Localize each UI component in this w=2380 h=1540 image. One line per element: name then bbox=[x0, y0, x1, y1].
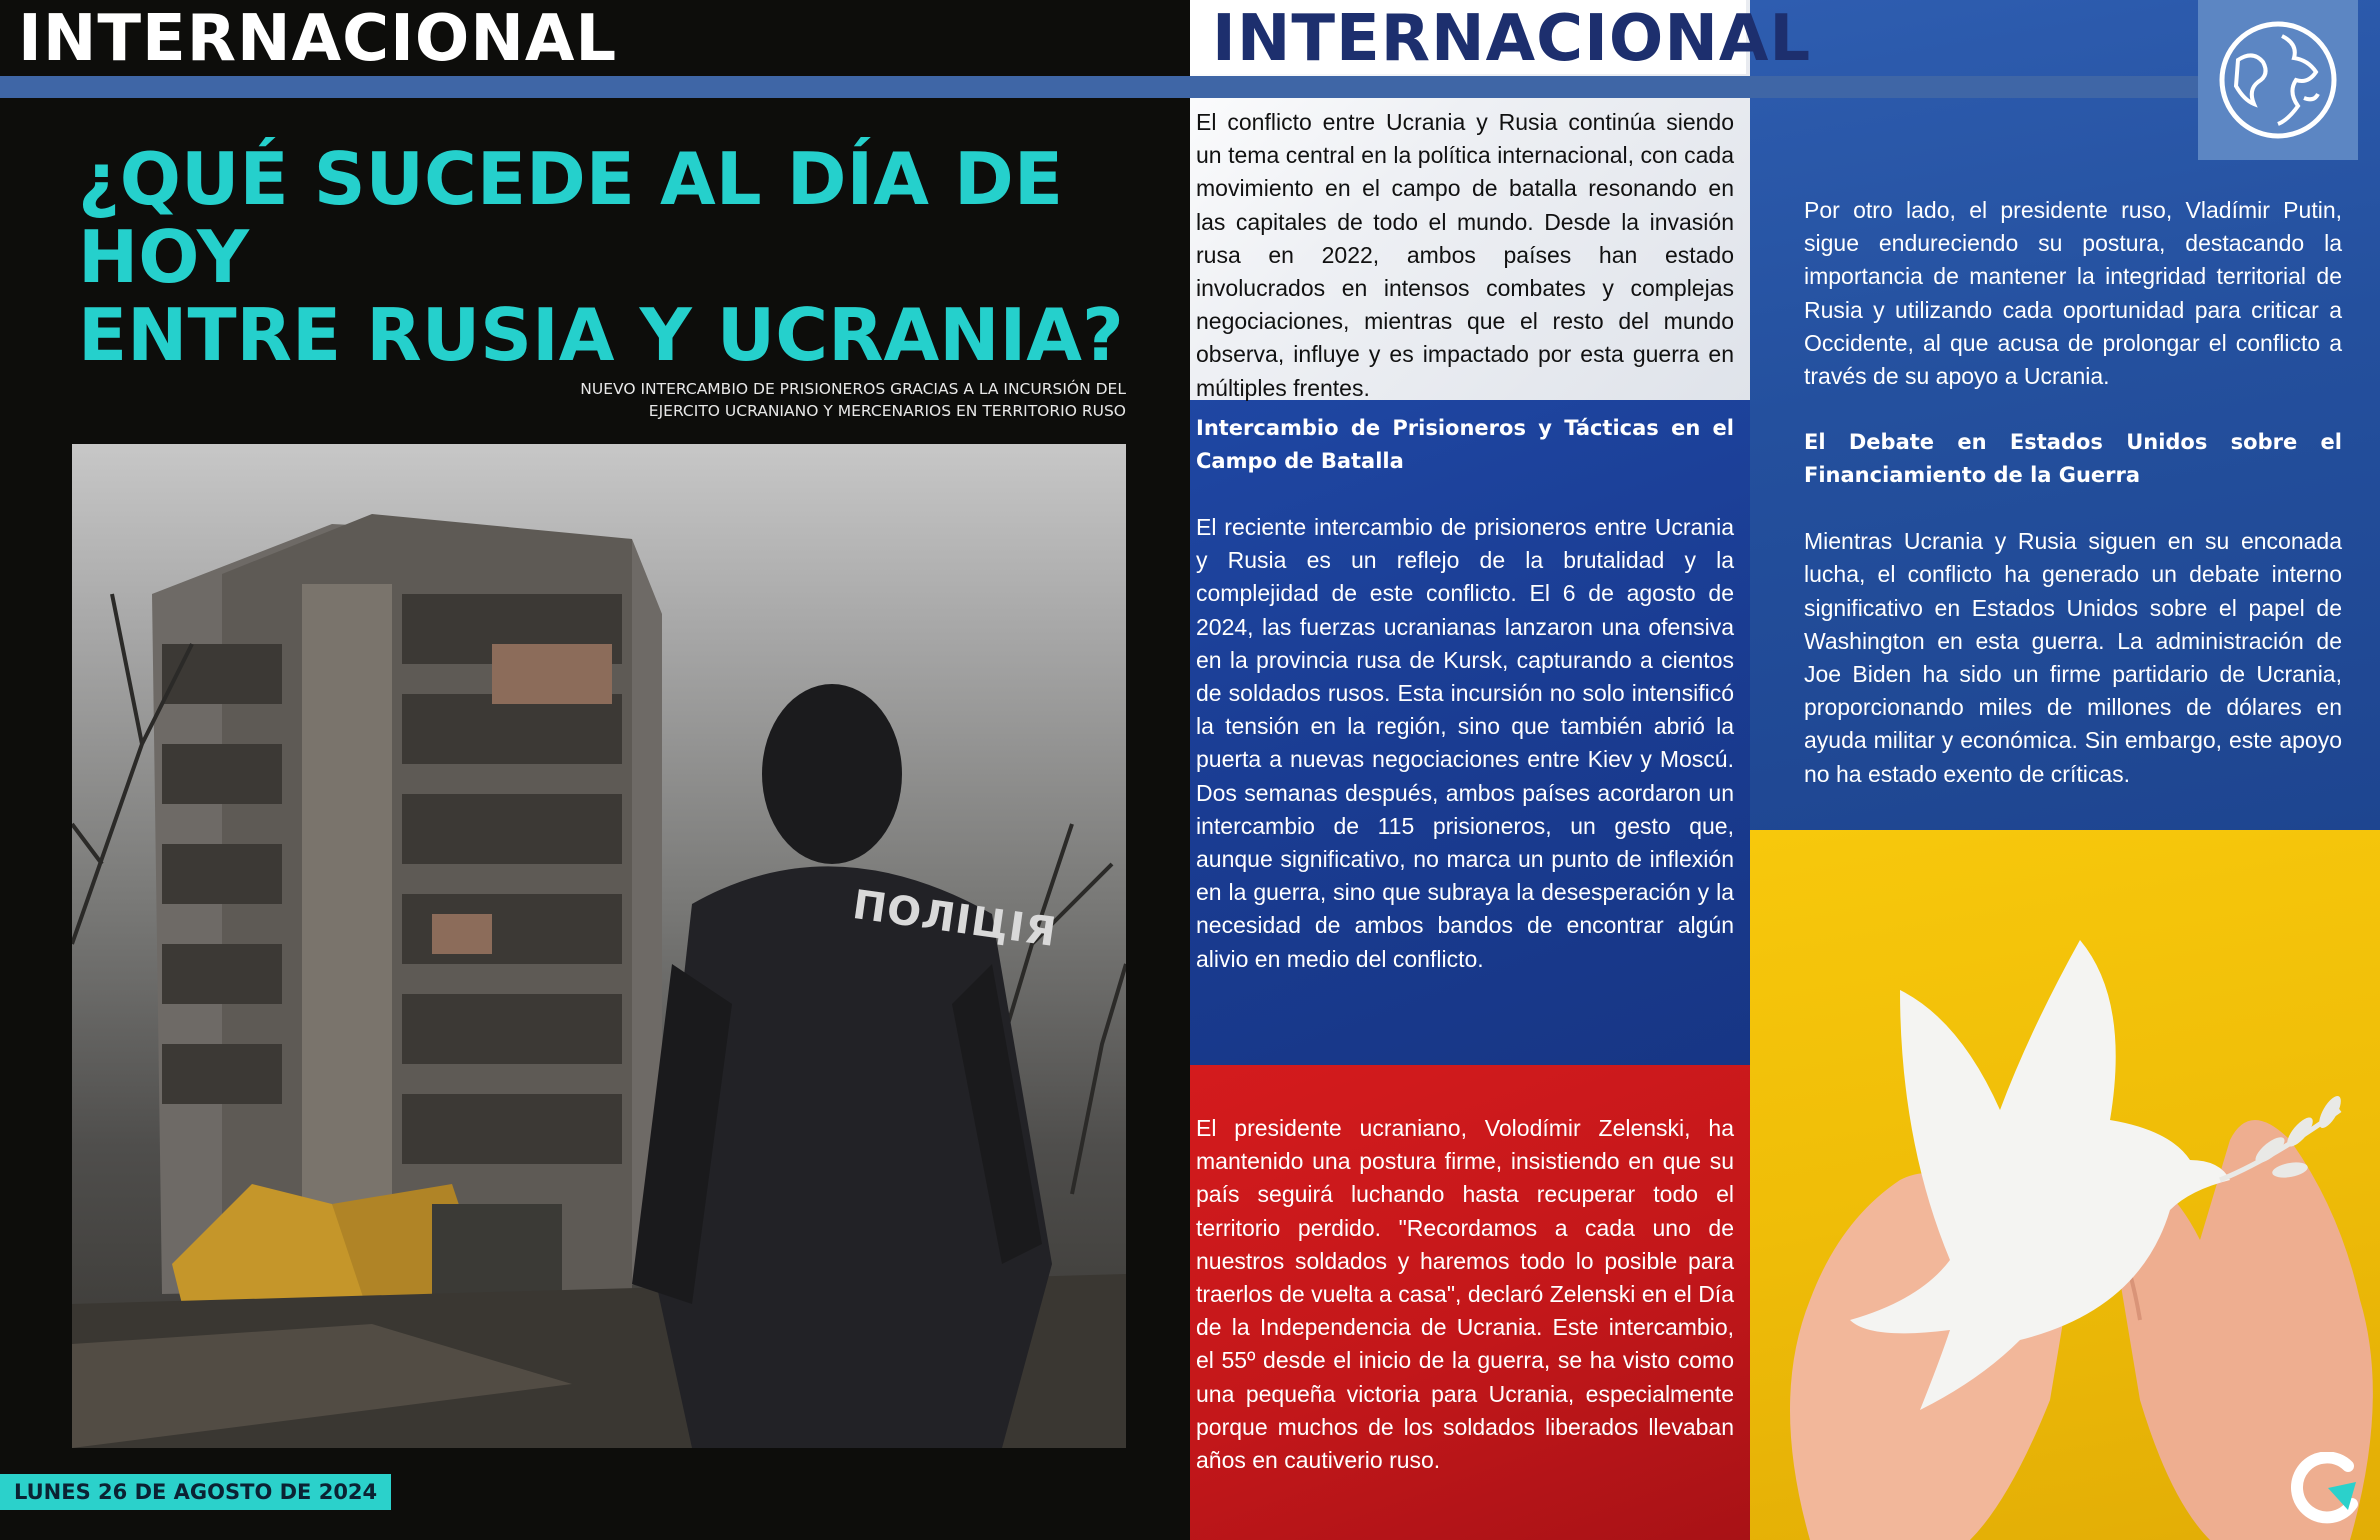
header-band-left bbox=[0, 76, 1190, 98]
zelenski-column bbox=[1196, 1112, 1734, 1510]
header-band-right bbox=[1190, 76, 2200, 98]
brand-logo bbox=[2290, 1452, 2362, 1529]
exchange-paragraph: El reciente intercambio de prisioneros entre Ucrania y Rusia es un reflejo de la brutalidad y la complejidad de este conflicto. El 6 de agosto de 2024, las fuerzas ucranianas lanzaron una ofensiva en la provincia rusa de Kursk, capturando a cientos de soldados rusos. Esta incursión no solo intensificó la tensión en la región, sino que también abrió la puerta a nuevas negociaciones entre Kiev y Moscú. Dos semanas después, ambos países acordaron un intercambio de 115 prisioneros, un gesto que, aunque significativo, no marca un punto de inflexión en la guerra, sino que subraya la desesperación y la necesidad de ambos bandos de encontrar algún alivio en medio del conflicto. bbox=[1196, 514, 1734, 972]
headline-line-2: ENTRE RUSIA Y UCRANIA? bbox=[78, 293, 1124, 377]
zelenski-paragraph: El presidente ucraniano, Volodímir Zelenski, ha mantenido una postura firme, insistiendo en que su país seguirá luchando hasta recuperar todo el territorio perdido. "Recordamos a cada uno de nuestros soldados y haremos todo lo posible para traerlos de vuelta a casa", declaró Zelenski en el Día de la Independencia de Ucrania. Este intercambio, el 55º desde el inicio de la guerra, se ha visto como una pequeña victoria para Ucrania, especialmente porque muchos de los soldados liberados llevaban años en cautiverio ruso. bbox=[1196, 1115, 1734, 1474]
intro-paragraph: El conflicto entre Ucrania y Rusia continúa siendo un tema central en la política internacional, con cada movimiento en el campo de batalla resonando en las capitales de todo el mundo. Desde la invasión rusa en 2022, ambos países han estado involucrados en intensos combates y complejas negociaciones, mientras que el resto del mundo observa, influye y es impactado por esta guerra en múltiples frentes. bbox=[1196, 109, 1734, 401]
globe-box bbox=[2198, 0, 2358, 160]
caption-line-1: NUEVO INTERCAMBIO DE PRISIONEROS GRACIAS A LA INCURSIÓN DEL bbox=[580, 380, 1126, 398]
hands-with-dove-illustration bbox=[1750, 880, 2380, 1540]
subheading-usa-debate: El Debate en Estados Unidos sobre el Financiamiento de la Guerra bbox=[1804, 430, 2342, 488]
date-badge: LUNES 26 DE AGOSTO DE 2024 bbox=[0, 1474, 391, 1510]
usa-paragraph: Mientras Ucrania y Rusia siguen en su enconada lucha, el conflicto ha generado un debate interno significativo en Estados Unidos sobre el papel de Washington en esta guerra. La administración de Joe Biden ha sido un firme partidario de Ucrania, proporcionando miles de millones de dólares en ayuda militar y económica. Sin embargo, este apoyo no ha estado exento de críticas. bbox=[1804, 528, 2342, 787]
news-photo-illustration bbox=[72, 444, 1126, 1448]
news-photo bbox=[72, 444, 1126, 1448]
intro-column bbox=[1196, 106, 1734, 438]
putin-usa-column bbox=[1804, 194, 2342, 824]
putin-paragraph: Por otro lado, el presidente ruso, Vladímir Putin, sigue endureciendo su postura, destacando la importancia de mantener la integridad territorial de Rusia y utilizando cada oportunidad para criticar a Occidente, al que acusa de prolongar el conflicto a través de su apoyo a Ucrania. bbox=[1804, 197, 2342, 390]
peace-dove-icon bbox=[1750, 880, 2380, 1540]
right-page bbox=[1190, 0, 2380, 1540]
photo-caption bbox=[506, 378, 1126, 422]
section-title-right: INTERNACIONAL bbox=[1212, 2, 1812, 76]
brand-logo-icon bbox=[2290, 1452, 2362, 1524]
globe-icon bbox=[2218, 20, 2338, 140]
caption-line-2: EJERCITO UCRANIANO Y MERCENARIOS EN TERRITORIO RUSO bbox=[648, 402, 1126, 420]
subheading-prisoner-exchange: Intercambio de Prisioneros y Tácticas en el Campo de Batalla bbox=[1196, 416, 1734, 473]
headline-line-1: ¿QUÉ SUCEDE AL DÍA DE HOY bbox=[78, 137, 1064, 299]
section-title-left: INTERNACIONAL bbox=[18, 2, 618, 76]
exchange-column bbox=[1196, 412, 1734, 1009]
headline bbox=[78, 137, 1138, 377]
police-vest-text: ПОЛІЦІЯ bbox=[849, 881, 1060, 957]
